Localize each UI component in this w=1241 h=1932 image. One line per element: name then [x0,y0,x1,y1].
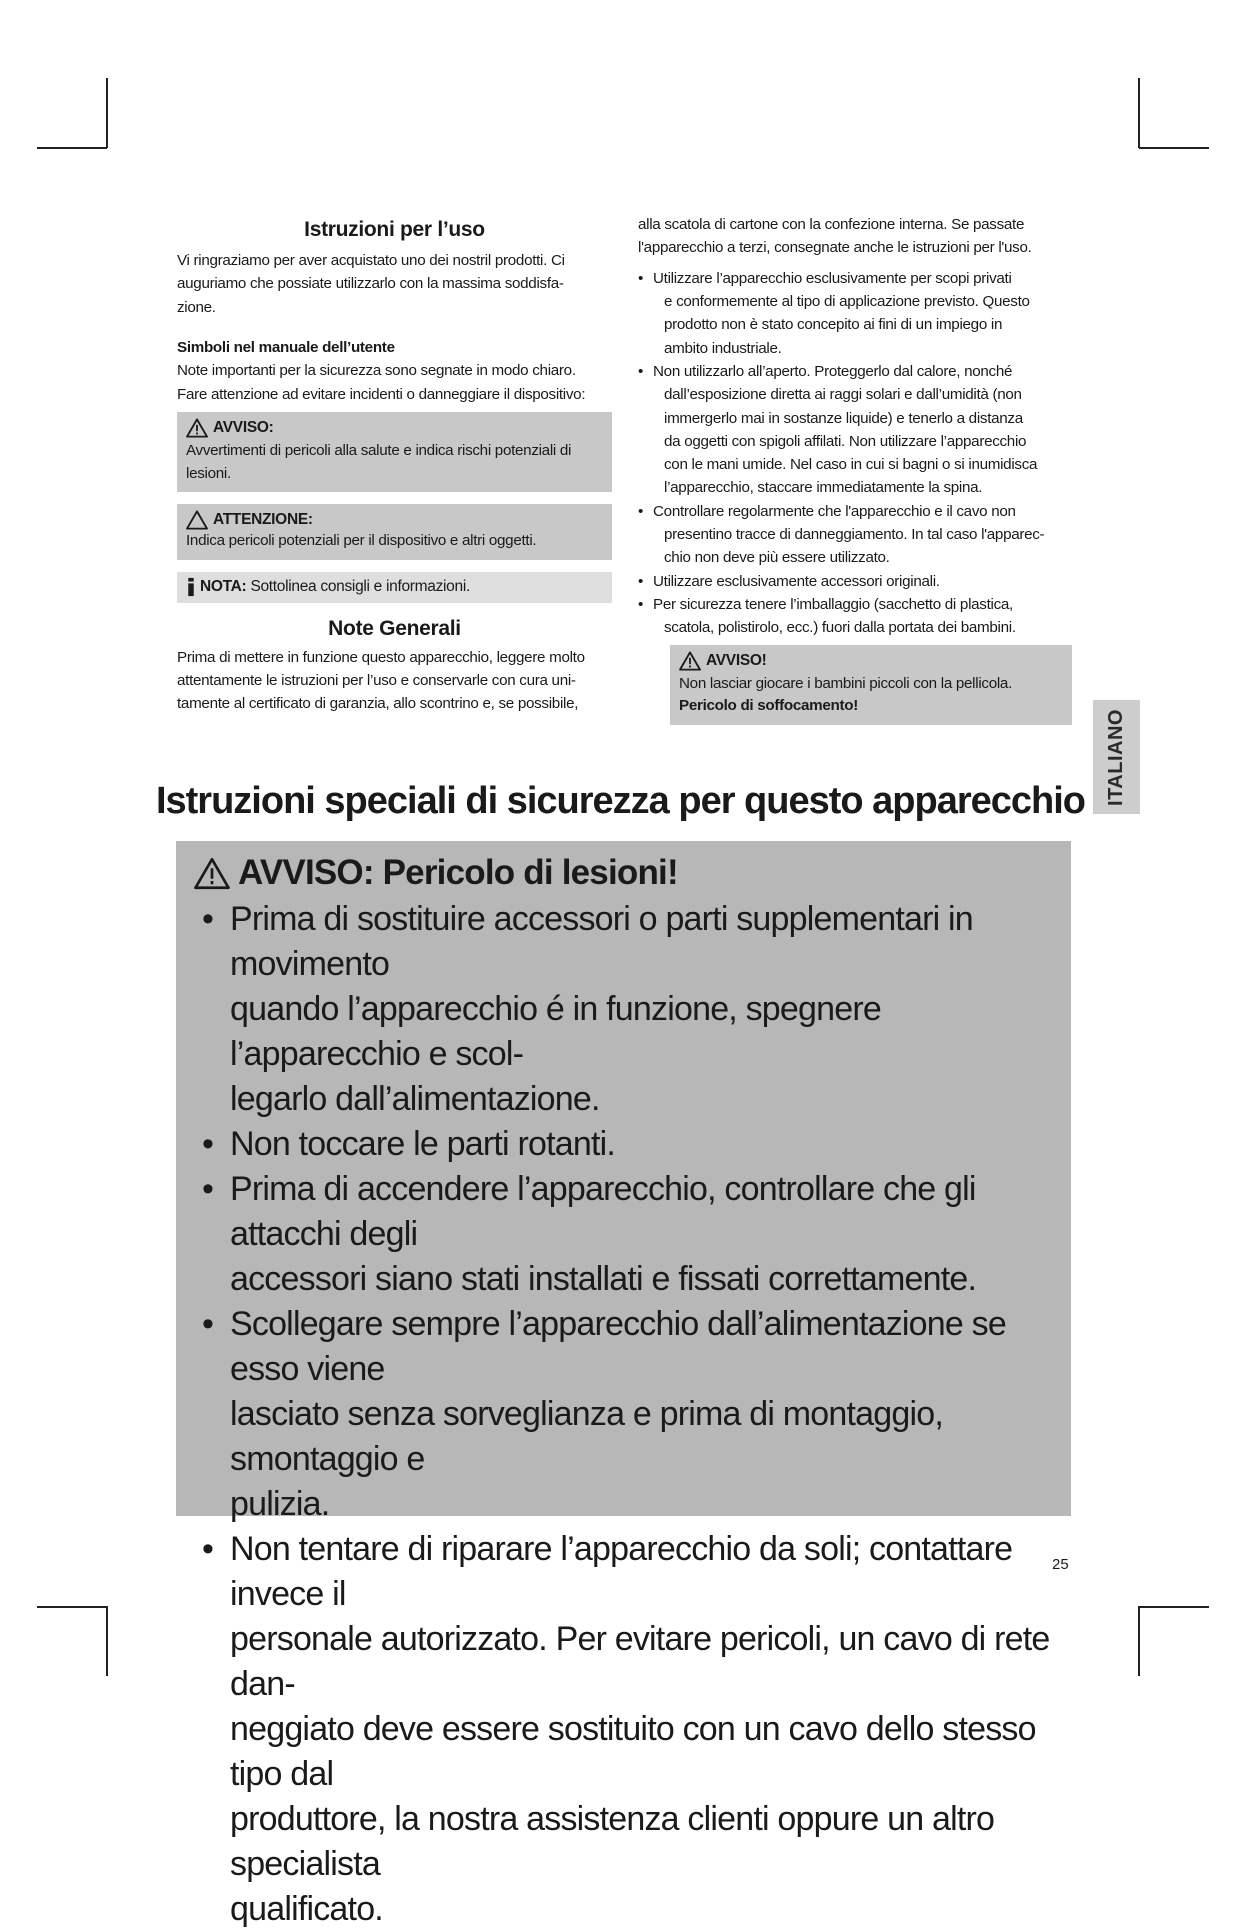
continued-text [638,213,1070,260]
list-line: • Prima di sostituire accessori o parti supplementari in movimento [230,900,973,983]
list-line: • Non tentare di riparare l’apparecchio da soli; contattare invece il [230,1530,1013,1613]
crop-mark-tr-v [1138,78,1140,148]
warning-line: Avvertimenti di pericoli alla salute e indica rischi potenziali di [186,442,572,460]
list-line: pulizia. [230,1485,330,1523]
warning-box [177,412,612,492]
list-item [194,897,1060,1122]
general-line: tamente al certificato di garanzia, allo scontrino e, se possibile, [177,695,579,713]
list-item [194,1167,1060,1302]
list-line: scatola, polistirolo, ecc.) fuori dalla portata dei bambini. [664,619,1016,637]
warning-text [186,440,603,485]
note-label: NOTA: [200,577,247,595]
general-line: attentamente le istruzioni per l’uso e conservarle con cura uni- [177,671,576,689]
list-line: qualificato. [230,1890,383,1928]
symbols-line: Note importanti per la sicurezza sono segnate in modo chiaro. [177,362,576,380]
symbols-heading: Simboli nel manuale dell’utente [177,339,395,357]
list-line: lasciato senza sorveglianza e prima di montaggio, smontaggio e [230,1395,943,1478]
crop-mark-bl-v [106,1606,108,1676]
safety-list [194,897,1071,1932]
safety-warning-head [194,849,1071,897]
symbols-line: Fare attenzione ad evitare incidenti o danneggiare il dispositivo: [177,385,586,403]
intro-line: Vi ringraziamo per aver acquistato uno dei nostril prodotti. Ci [177,252,565,269]
list-line: • Non toccare le parti rotanti. [230,1125,615,1163]
crop-mark-bl-h [37,1606,107,1608]
caution-label-row [186,510,603,530]
list-line: l’apparecchio, staccare immediatamente la spina. [664,479,983,497]
continued-line: alla scatola di cartone con la confezione interna. Se passate [638,216,1025,233]
safety-warning-label: AVVISO: Pericolo di lesioni! [238,853,678,892]
list-item [194,1302,1060,1527]
packaging-warning-label: AVVISO! [706,651,767,669]
list-line: personale autorizzato. Per evitare pericoli, un cavo di rete dan- [230,1620,1050,1703]
intro-line: zione. [177,298,216,316]
list-line: Non utilizzarlo all’aperto. Proteggerlo dal calore, nonché [653,363,1013,380]
warning-triangle-icon [186,418,208,438]
list-line: con le mani umide. Nel caso in cui si bagni o si inumidisca [664,456,1038,474]
list-line: Utilizzare esclusivamente accessori originali. [653,572,940,590]
list-item [194,1122,1060,1167]
crop-mark-tl-h [37,147,107,149]
caution-triangle-icon [186,510,208,530]
safety-title: Istruzioni speciali di sicurezza per questo apparecchio [155,780,1086,822]
list-line: presentino tracce di danneggiamento. In tal caso l'apparec- [664,526,1045,544]
left-column [177,218,612,716]
caution-text: Indica pericoli potenziali per il dispositivo e altri oggetti. [186,532,537,550]
info-icon [186,577,196,597]
list-item [638,570,1070,593]
caution-box [177,504,612,560]
list-item [194,1527,1060,1932]
list-line: Utilizzare l’apparecchio esclusivamente per scopi privati [653,269,1012,287]
list-line: neggiato deve essere sostituito con un cavo dello stesso tipo dal [230,1710,1036,1793]
packaging-warning-label-row [679,651,1063,671]
list-line: da oggetti con spigoli affilati. Non utilizzare l’apparecchio [664,432,1027,450]
language-tab-label: ITALIANO [1105,708,1128,806]
list-item [638,267,1070,360]
note-text: Sottolinea consigli e informazioni. [250,577,470,595]
warning-label: AVVISO: [213,419,274,437]
list-line: produttore, la nostra assistenza clienti oppure un altro specialista [230,1800,995,1883]
list-line: chio non deve più essere utilizzato. [664,549,890,567]
warning-triangle-icon [194,857,230,890]
warning-line: lesioni. [186,464,231,482]
continued-line: l'apparecchio a terzi, consegnate anche le istruzioni per l'uso. [638,239,1032,257]
general-notes-text [177,646,612,716]
list-line: e conformemente al tipo di applicazione previsto. Questo [664,293,1030,311]
list-line: • Prima di accendere l’apparecchio, controllare che gli attacchi degli [230,1170,976,1253]
general-notes-heading: Note Generali [328,616,461,640]
page-number: 25 [1052,1556,1069,1573]
instructions-title: Istruzioni per l’uso [304,218,485,241]
caution-label: ATTENZIONE: [213,511,313,529]
list-line: prodotto non è stato concepito ai fini di un impiego in [664,316,1003,334]
list-line: dall’esposizione diretta ai raggi solari e dall’umidità (non [664,386,1022,404]
list-item [638,500,1070,570]
list-line: immergerlo mai in sostanze liquide) e tenerlo a distanza [664,409,1023,427]
crop-mark-tr-h [1139,147,1209,149]
symbols-text [177,359,612,406]
list-line: ambito industriale. [664,339,782,357]
packaging-warning-emphasis: Pericolo di soffocamento! [679,697,858,715]
packaging-warning-text: Non lasciar giocare i bambini piccoli con la pellicola. [679,674,1012,692]
list-item [638,360,1070,500]
warning-label-row [186,418,603,438]
general-line: Prima di mettere in funzione questo apparecchio, leggere molto [177,648,585,666]
intro-text [177,249,612,319]
general-bullet-list [638,267,1070,640]
list-line: accessori siano stati installati e fissati correttamente. [230,1260,977,1298]
crop-mark-br-v [1138,1606,1140,1676]
list-item [638,593,1070,640]
crop-mark-br-h [1139,1606,1209,1608]
crop-mark-tl-v [106,78,108,148]
note-row [186,577,603,597]
list-line: • Scollegare sempre l’apparecchio dall’alimentazione se esso viene [230,1305,1006,1388]
warning-triangle-icon [679,651,701,671]
packaging-warning-box [670,645,1072,725]
list-line: Controllare regolarmente che l'apparecchio e il cavo non [653,502,1016,520]
intro-line: auguriamo che possiate utilizzarlo con la massima soddisfa- [177,275,564,293]
note-box [177,572,612,603]
right-column [638,213,1070,725]
list-line: legarlo dall’alimentazione. [230,1080,600,1118]
list-line: Per sicurezza tenere l’imballaggio (sacchetto di plastica, [653,595,1013,613]
list-line: quando l’apparecchio é in funzione, spegnere l’apparecchio e scol- [230,990,881,1073]
